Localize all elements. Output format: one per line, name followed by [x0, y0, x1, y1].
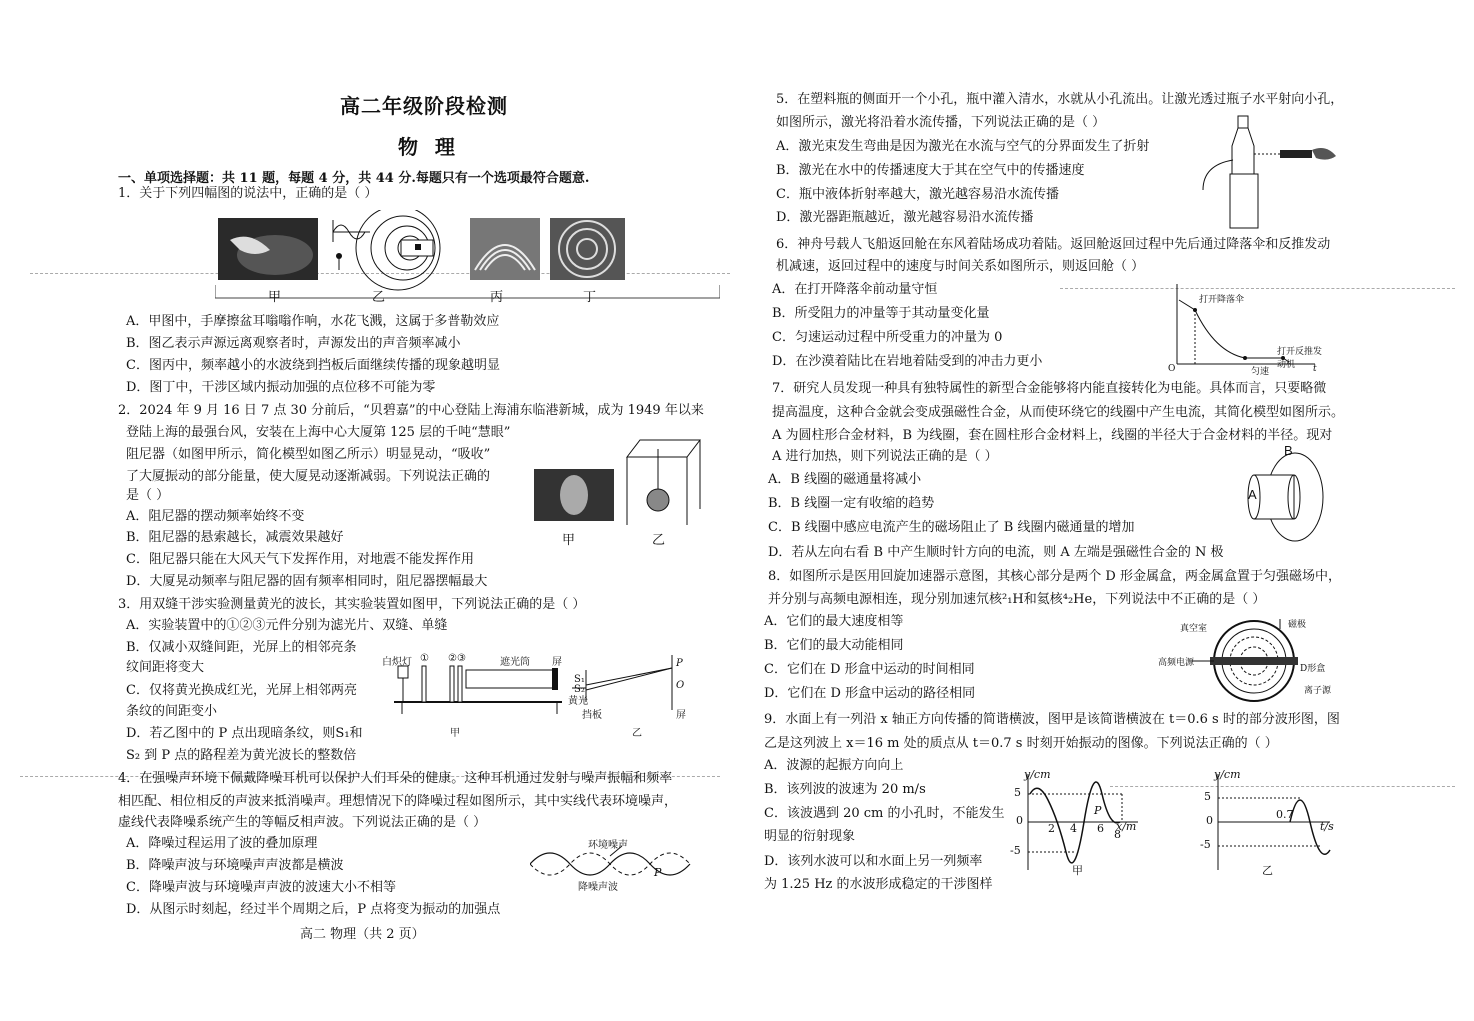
q4-label-p: P — [654, 866, 662, 879]
q3-line: S₂ 到 P 点的路程差为黄光波长的整数倍 — [126, 748, 357, 763]
q3-label-1: ① — [420, 653, 429, 664]
q7-label-a: A — [1248, 487, 1257, 502]
q9-line: 9．水面上有一列沿 x 轴正方向传播的简谐横波，图甲是该简谐横波在 t＝0.6 s 时的部分波形图，图 — [764, 712, 1340, 727]
q6-option-b: B．所受阻力的冲量等于其动量变化量 — [772, 306, 990, 321]
q8-option-b: B．它们的最大动能相同 — [764, 638, 904, 653]
q3-line: D．若乙图中的 P 点出现暗条纹，则S₁和 — [126, 726, 363, 741]
q9b-ylabel: y/cm — [1214, 768, 1241, 781]
q5-line: 如图所示，激光将沿着水流传播，下列说法正确的是（ ） — [776, 115, 1106, 130]
q9-option-d-cont: 为 1.25 Hz 的水波形成稳定的干涉图样 — [764, 877, 993, 892]
q3-label-o: O — [676, 680, 685, 691]
q9b-xlabel: t/s — [1320, 820, 1334, 833]
q6-option-a: A．在打开降落伞前动量守恒 — [772, 282, 938, 297]
q6-label-uniform: 匀速 — [1251, 367, 1270, 377]
q5-option-c: C．瓶中液体折射率越大，激光越容易沿水流传播 — [776, 187, 1059, 202]
q9a-xlabel: x/m — [1116, 820, 1137, 833]
q1-label-yi: 乙 — [372, 290, 386, 305]
q9-option-d: D．该列水波可以和水面上另一列频率 — [764, 854, 983, 869]
q4-label-noise: 环境噪声 — [588, 840, 628, 851]
q3-label-23: ②③ — [448, 653, 466, 664]
q3-line: B．仅减小双缝间距，光屏上的相邻亮条 — [126, 640, 357, 655]
q2-option-b: B．阻尼器的悬索越长，减震效果越好 — [126, 530, 344, 545]
q8-label-dee: D形盒 — [1300, 664, 1326, 674]
q7-option-b: B．B 线圈一定有收缩的趋势 — [768, 496, 935, 511]
q3-label-tube: 遮光筒 — [500, 657, 530, 668]
q2-label-yi: 乙 — [652, 533, 666, 548]
q3-label-jia: 甲 — [450, 728, 460, 739]
q1-label-jia: 甲 — [268, 290, 282, 305]
q4-figure — [530, 836, 700, 894]
q4-option-c: C．降噪声波与环境噪声声波的波速大小不相等 — [126, 880, 396, 895]
q8-label-source: 离子源 — [1304, 686, 1332, 696]
q8-line: 并分别与高频电源相连，现分别加速氘核²₁H和氦核⁴₂He，下列说法中不正确的是（ ） — [768, 592, 1266, 607]
q1-option-c: C．图丙中，频率越小的水波绕到挡板后面继续传播的现象越明显 — [126, 358, 500, 373]
q2-line: 是（ ） — [126, 488, 170, 503]
q1-label-ding: 丁 — [583, 290, 597, 305]
q2-option-c: C．阻尼器只能在大风天气下发挥作用，对地震不能发挥作用 — [126, 552, 474, 567]
q4-option-a: A．降噪过程运用了波的叠加原理 — [126, 836, 318, 851]
q9-line: 乙是这列波上 x＝16 m 处的质点从 t＝0.7 s 时刻开始振动的图像。下列说法正确的（ ） — [764, 736, 1278, 751]
q9a-ytick-0: 0 — [1016, 814, 1023, 827]
q3-line: A．实验装置中的①②③元件分别为滤光片、双缝、单缝 — [126, 618, 448, 633]
q3-label-screen2: 屏 — [676, 710, 686, 721]
q7-line: A 进行加热，则下列说法正确的是（ ） — [772, 449, 998, 464]
q9-option-b: B．该列波的波速为 20 m/s — [764, 782, 926, 797]
q3-line: 纹间距将变大 — [126, 660, 205, 675]
q7-line: A 为圆柱形合金材料，B 为线圈，套在圆柱形合金材料上，线圈的半径大于合金材料的半径。现对 — [772, 428, 1333, 443]
q2-line: 阻尼器（如图甲所示，简化模型如图乙所示）明显晃动，“吸收” — [126, 447, 491, 462]
page-footer: 高二 物理（共 2 页） — [300, 927, 425, 942]
q3-label-p: P — [676, 658, 683, 669]
q6-option-d: D．在沙漠着陆比在岩地着陆受到的冲击力更小 — [772, 354, 1043, 369]
q3-label-screen: 屏 — [552, 657, 562, 668]
q9a-ytick-m5: -5 — [1010, 844, 1021, 857]
q2-option-d: D．大厦晃动频率与阻尼器的固有频率相同时，阻尼器摆幅最大 — [126, 574, 488, 589]
q9a-xtick: 4 — [1070, 822, 1077, 835]
q1-option-a: A．甲图中，手摩擦盆耳嗡嗡作响，水花飞溅，这属于多普勒效应 — [126, 314, 500, 329]
q9-option-a: A．波源的起振方向向上 — [764, 758, 904, 773]
q3-label-baffle: 挡板 — [582, 710, 602, 721]
q7-line: 提高温度，这种合金就会变成强磁性合金，从而使环绕它的线圈中产生电流，其简化模型如图所示。 — [772, 405, 1345, 420]
q2-line: 了大厦振动的部分能量，使大厦晃动逐渐减弱。下列说法正确的 — [126, 469, 491, 484]
q3-line: 条纹的间距变小 — [126, 704, 218, 719]
q4-label-anti: 降噪声波 — [578, 882, 618, 893]
q4-line: 虚线代表降噪系统产生的等幅反相声波。下列说法正确的是（ ） — [118, 815, 487, 830]
q8-label-pole: 磁极 — [1288, 620, 1307, 630]
q1-option-b: B．图乙表示声源远离观察者时，声源发出的声音频率减小 — [126, 336, 461, 351]
q9-option-c-cont: 明显的衍射现象 — [764, 829, 856, 844]
q9a-xtick: 6 — [1097, 822, 1104, 835]
q6-line: 6．神舟号载人飞船返回舱在东风着陆场成功着陆。返回舱返回过程中先后通过降落伞和反推发动 — [776, 237, 1331, 252]
q1-label-bing: 丙 — [490, 290, 504, 305]
q6-line: 机减速，返回过程中的速度与时间关系如图所示，则返回舱（ ） — [776, 259, 1145, 274]
q9a-xtick: 8 — [1114, 828, 1121, 841]
q9a-ylabel: y/cm — [1024, 768, 1051, 781]
q2-label-jia: 甲 — [562, 533, 576, 548]
q9b-caption: 乙 — [1262, 864, 1273, 877]
q9-graph-b — [1200, 770, 1350, 880]
page-title: 高二年级阶段检测 — [340, 94, 508, 118]
q3-label-s2: S₂ — [574, 684, 585, 695]
q5-option-b: B．激光在水中的传播速度大于其在空气中的传播速度 — [776, 163, 1085, 178]
q5-option-a: A．激光束发生弯曲是因为激光在水流与空气的分界面发生了折射 — [776, 139, 1150, 154]
q9a-caption: 甲 — [1072, 864, 1083, 877]
q5-option-d: D．激光器距瓶越近，激光越容易沿水流传播 — [776, 210, 1034, 225]
q4-line: 相匹配、相位相反的声波来抵消噪声。理想情况下的降噪过程如图所示，其中实线代表环境噪声， — [118, 794, 678, 809]
q9b-ytick-0: 0 — [1206, 814, 1213, 827]
q8-label-vacuum: 真空室 — [1180, 624, 1208, 634]
q4-option-b: B．降噪声波与环境噪声声波都是横波 — [126, 858, 344, 873]
q7-option-a: A．B 线圈的磁通量将减小 — [768, 472, 922, 487]
section-heading: 一、单项选择题：共 11 题，每题 4 分，共 44 分.每题只有一个选项最符合题意. — [118, 171, 590, 186]
q8-label-power: 高频电源 — [1158, 658, 1195, 668]
q1-stem: 1．关于下列四幅图的说法中，正确的是（ ） — [118, 186, 378, 201]
q3-label-yellow: 黄光 — [568, 696, 588, 707]
q3-label-lamp: 白炽灯 — [382, 657, 412, 668]
q3-stem: 3．用双缝干涉实验测量黄光的波长，其实验装置如图甲，下列说法正确的是（ ） — [118, 597, 586, 612]
q6-label-origin: O — [1168, 364, 1176, 374]
q7-label-b: B — [1284, 443, 1293, 458]
q6-label-parachute: 打开降落伞 — [1199, 295, 1245, 305]
q9a-point: P — [1094, 804, 1102, 817]
q8-option-c: C．它们在 D 形盒中运动的时间相同 — [764, 662, 975, 677]
q6-label-retro: 打开反推发动机 — [1277, 347, 1323, 370]
q9b-ytick-m5: -5 — [1200, 838, 1211, 851]
q7-line: 7．研究人员发现一种具有独特属性的新型合金能够将内能直接转化为电能。具体而言，只要略微 — [772, 381, 1327, 396]
q9b-xtick: 0.7 — [1276, 808, 1294, 821]
q7-option-d: D．若从左向右看 B 中产生顺时针方向的电流，则 A 左端是强磁性合金的 N 极 — [768, 545, 1224, 560]
q4-option-d: D．从图示时刻起，经过半个周期之后，P 点将变为振动的加强点 — [126, 902, 501, 917]
q3-figures — [382, 650, 702, 740]
q8-figure — [1160, 615, 1340, 705]
q7-figure — [1240, 445, 1330, 545]
q2-option-a: A．阻尼器的摆动频率始终不变 — [126, 509, 305, 524]
q6-graph — [1165, 280, 1325, 375]
q6-label-t: t — [1313, 364, 1317, 374]
q8-line: 8．如图所示是医用回旋加速器示意图，其核心部分是两个 D 形金属盒，两金属盒置于匀强磁场中， — [768, 569, 1341, 584]
q3-label-s1: S₁ — [574, 674, 585, 685]
q2-line: 2．2024 年 9 月 16 日 7 点 30 分前后，“贝碧嘉”的中心登陆上海浦东临港新城，成为 1949 年以来 — [118, 403, 704, 418]
q1-figures — [215, 210, 720, 305]
q2-line: 登陆上海的最强台风，安装在上海中心大厦第 125 层的千吨“慧眼” — [126, 425, 511, 440]
subject-title: 物 理 — [398, 135, 456, 159]
q6-option-c: C．匀速运动过程中所受重力的冲量为 0 — [772, 330, 1003, 345]
q9b-ytick-5: 5 — [1204, 790, 1211, 803]
q9-option-c: C．该波遇到 20 cm 的小孔时，不能发生 — [764, 806, 1005, 821]
q8-option-d: D．它们在 D 形盒中运动的路径相同 — [764, 686, 976, 701]
q5-line: 5．在塑料瓶的侧面开一个小孔，瓶中灌入清水，水就从小孔流出。让激光透过瓶子水平射向小孔， — [776, 92, 1344, 107]
q1-option-d: D．图丁中，干涉区域内振动加强的点位移不可能为零 — [126, 380, 436, 395]
q8-option-a: A．它们的最大速度相等 — [764, 614, 904, 629]
q3-label-yi: 乙 — [632, 728, 642, 739]
q3-line: C．仅将黄光换成红光，光屏上相邻两亮 — [126, 683, 357, 698]
q9a-xtick: 2 — [1048, 822, 1055, 835]
q4-line: 4．在强噪声环境下佩戴降噪耳机可以保护人们耳朵的健康。这种耳机通过发射与噪声振幅和频率 — [118, 771, 673, 786]
q5-figure — [1200, 112, 1350, 230]
q7-option-c: C．B 线圈中感应电流产生的磁场阻止了 B 线圈内磁通量的增加 — [768, 520, 1135, 535]
q9a-ytick-5: 5 — [1014, 786, 1021, 799]
q2-figures — [530, 437, 705, 547]
q9-graph-a — [1010, 770, 1145, 880]
